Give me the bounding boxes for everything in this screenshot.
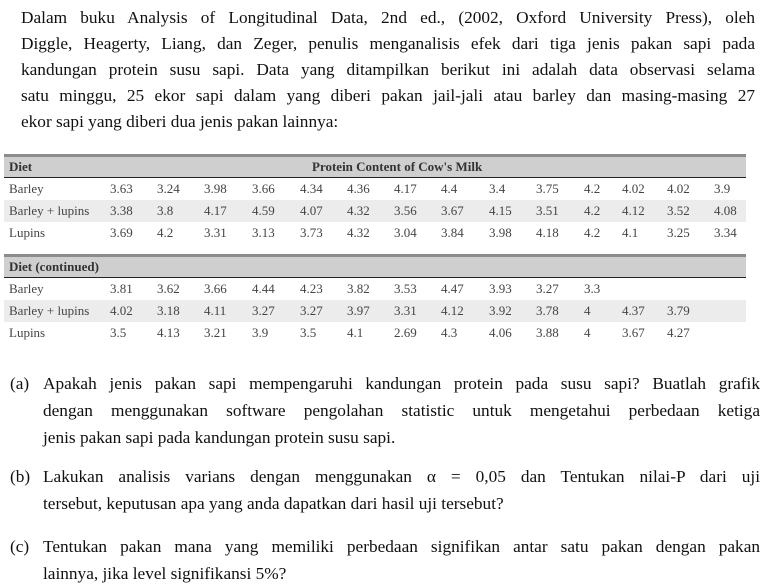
protein-value: 4.02 — [110, 303, 133, 318]
protein-value: 3.34 — [714, 225, 737, 240]
diet-name: Barley — [9, 181, 44, 196]
intro-paragraph — [21, 5, 755, 135]
protein-value: 3.82 — [347, 281, 370, 296]
table-row — [4, 200, 746, 222]
protein-value: 3.84 — [441, 225, 464, 240]
table-title: Protein Content of Cow's Milk — [312, 159, 483, 174]
protein-value: 4.11 — [204, 303, 227, 318]
question-c — [10, 533, 760, 587]
protein-value: 4.2 — [157, 225, 174, 240]
intro-line: ekor sapi yang diberi dua jenis pakan lainnya: — [21, 112, 339, 131]
protein-value: 3.97 — [347, 303, 370, 318]
protein-value: 3.67 — [441, 203, 464, 218]
question-line: lainnya, jika level signifikansi 5%? — [43, 564, 287, 583]
protein-value: 3.69 — [110, 225, 133, 240]
question-marker: (b) — [10, 467, 31, 486]
protein-value: 3.9 — [714, 181, 731, 196]
protein-value: 4.15 — [489, 203, 512, 218]
protein-value: 3.98 — [204, 181, 227, 196]
question-line: Apakah jenis pakan sapi mempengaruhi kandungan protein pada susu sapi? Buatlah grafik — [43, 374, 760, 393]
protein-table-continued — [4, 254, 746, 344]
protein-value: 4.02 — [667, 181, 690, 196]
protein-value: 3.92 — [489, 303, 512, 318]
protein-value: 3.73 — [300, 225, 323, 240]
protein-value: 3.18 — [157, 303, 180, 318]
protein-value: 3.25 — [667, 225, 690, 240]
protein-value: 3.13 — [252, 225, 275, 240]
table-row — [4, 322, 746, 344]
question-marker: (a) — [10, 374, 30, 393]
protein-value: 3.88 — [536, 325, 559, 340]
protein-value: 3.93 — [489, 281, 512, 296]
question-line: Lakukan analisis varians dengan menggunakan α = 0,05 dan Tentukan nilai-P dari uji — [43, 467, 760, 486]
protein-value: 4.2 — [584, 225, 601, 240]
intro-line: Diggle, Heagerty, Liang, dan Zeger, penulis menganalisis efek dari tiga jenis pakan sapi pada — [21, 34, 755, 53]
protein-value: 4.3 — [441, 325, 458, 340]
protein-value: 4.12 — [622, 203, 645, 218]
diet-name: Barley + lupins — [9, 303, 90, 318]
protein-value: 3.98 — [489, 225, 512, 240]
protein-value: 3.51 — [536, 203, 559, 218]
protein-value: 4.1 — [347, 325, 364, 340]
protein-value: 3.66 — [252, 181, 275, 196]
protein-value: 3.63 — [110, 181, 133, 196]
protein-value: 4.02 — [622, 181, 645, 196]
protein-value: 3.67 — [622, 325, 645, 340]
diet-name: Barley + lupins — [9, 203, 90, 218]
protein-value: 3.66 — [204, 281, 227, 296]
protein-value: 4.32 — [347, 203, 370, 218]
question-line: tersebut, keputusan apa yang anda dapatkan dari hasil uji tersebut? — [43, 494, 504, 513]
protein-value: 4.27 — [667, 325, 690, 340]
protein-value: 3.5 — [300, 325, 317, 340]
intro-line: satu minggu, 25 ekor sapi dalam yang diberi pakan jail-jali atau barley dan masing-masing 27 — [21, 86, 755, 105]
protein-value: 4.36 — [347, 181, 370, 196]
table-row — [4, 178, 746, 200]
protein-value: 3.24 — [157, 181, 180, 196]
protein-value: 3.81 — [110, 281, 133, 296]
protein-value: 3.04 — [394, 225, 417, 240]
protein-value: 3.53 — [394, 281, 417, 296]
question-b — [10, 463, 760, 517]
protein-value: 4.13 — [157, 325, 180, 340]
protein-value: 3.79 — [667, 303, 690, 318]
protein-value: 4 — [584, 325, 591, 340]
protein-value: 4.1 — [622, 225, 639, 240]
protein-value: 4.37 — [622, 303, 645, 318]
protein-value: 3.3 — [584, 281, 601, 296]
protein-value: 3.38 — [110, 203, 133, 218]
question-line: Tentukan pakan mana yang memiliki perbedaan signifikan antar satu pakan dengan pakan — [43, 537, 760, 556]
protein-value: 4.2 — [584, 181, 601, 196]
intro-line: Dalam buku Analysis of Longitudinal Data, 2nd ed., (2002, Oxford University Press), oleh — [21, 8, 755, 27]
protein-value: 4.32 — [347, 225, 370, 240]
protein-value: 4.34 — [300, 181, 323, 196]
protein-value: 3.56 — [394, 203, 417, 218]
protein-value: 3.27 — [300, 303, 323, 318]
diet-name: Lupins — [9, 225, 46, 240]
protein-value: 4.07 — [300, 203, 323, 218]
protein-value: 4.18 — [536, 225, 559, 240]
protein-value: 3.62 — [157, 281, 180, 296]
protein-value: 3.8 — [157, 203, 174, 218]
protein-value: 3.31 — [204, 225, 227, 240]
intro-line: kandungan protein susu sapi. Data yang ditampilkan berikut ini adalah data observasi selama — [21, 60, 755, 79]
protein-value: 3.5 — [110, 325, 127, 340]
question-marker: (c) — [10, 537, 30, 556]
protein-value: 4.23 — [300, 281, 323, 296]
protein-value: 4.47 — [441, 281, 464, 296]
table-header — [4, 154, 746, 178]
protein-value: 3.4 — [489, 181, 506, 196]
diet-name: Lupins — [9, 325, 46, 340]
protein-value: 4.06 — [489, 325, 512, 340]
diet-column-header: Diet — [9, 159, 33, 174]
protein-value: 4.17 — [394, 181, 417, 196]
question-a — [10, 370, 760, 451]
protein-value: 3.21 — [204, 325, 227, 340]
protein-value: 3.75 — [536, 181, 559, 196]
table-header — [4, 254, 746, 278]
diet-name: Barley — [9, 281, 44, 296]
protein-value: 3.27 — [536, 281, 559, 296]
protein-value: 4.08 — [714, 203, 737, 218]
protein-value: 3.78 — [536, 303, 559, 318]
protein-value: 4.2 — [584, 203, 601, 218]
question-line: dengan menggunakan software pengolahan statistic untuk mengetahui perbedaan ketiga — [43, 401, 760, 420]
table-row — [4, 222, 746, 244]
protein-value: 4.44 — [252, 281, 275, 296]
protein-table — [4, 154, 746, 244]
protein-value: 4.59 — [252, 203, 275, 218]
protein-value: 4.12 — [441, 303, 464, 318]
protein-value: 2.69 — [394, 325, 417, 340]
table-row — [4, 278, 746, 300]
protein-value: 3.9 — [252, 325, 269, 340]
table-row — [4, 300, 746, 322]
protein-value: 4 — [584, 303, 591, 318]
question-line: jenis pakan sapi pada kandungan protein susu sapi. — [43, 428, 396, 447]
protein-value: 3.31 — [394, 303, 417, 318]
protein-value: 4.17 — [204, 203, 227, 218]
protein-value: 4.4 — [441, 181, 458, 196]
protein-value: 3.52 — [667, 203, 690, 218]
protein-value: 3.27 — [252, 303, 275, 318]
diet-column-header: Diet (continued) — [9, 259, 99, 274]
